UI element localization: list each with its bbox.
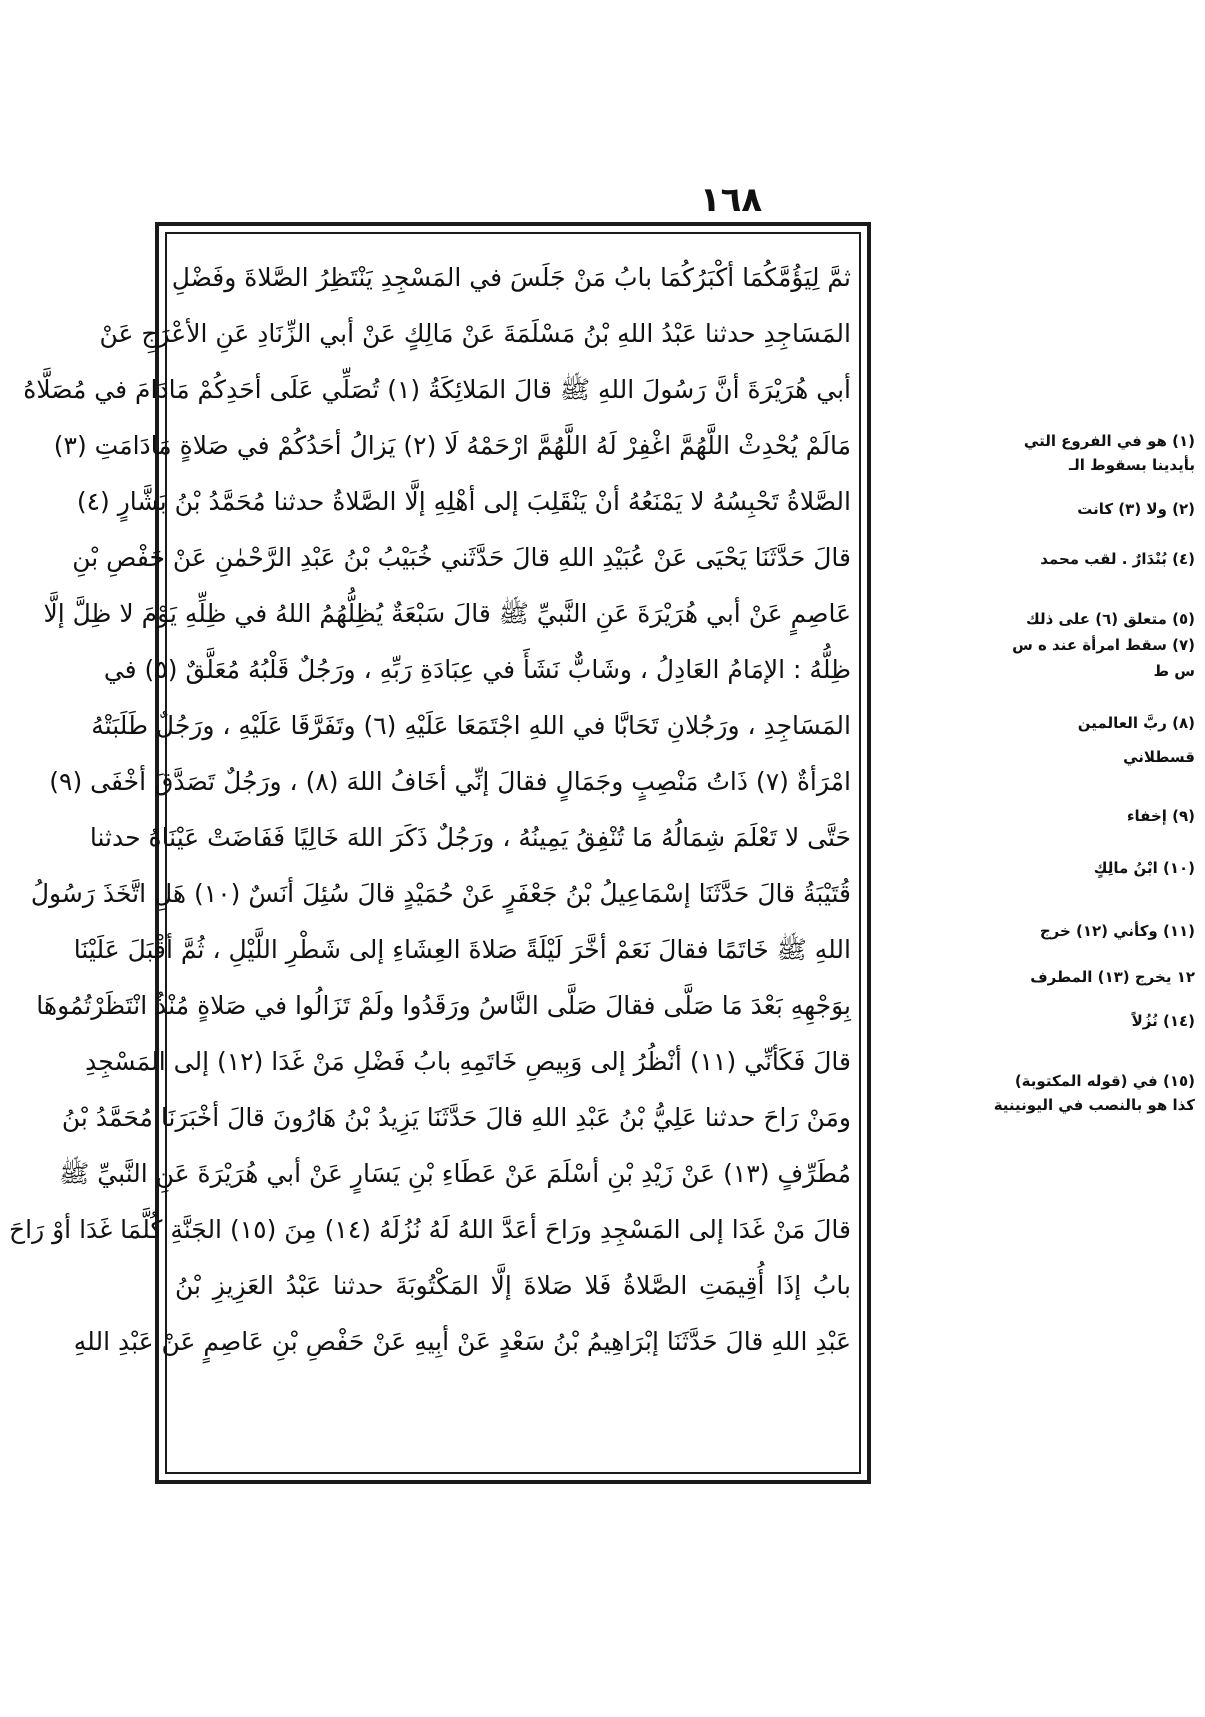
text-line: قالَ مَنْ غَدَا إلى المَسْجِدِ ورَاحَ أعَدَّ اللهُ لَهُ نُزُلَهُ (١٤) مِنَ (١٥) الجَنَّةِ كُلَّمَا غَدَا أوْ رَاحَ: [9, 1215, 851, 1244]
margin-note: قسطلاني: [1123, 748, 1195, 766]
text-line: ثمَّ لِيَؤُمَّكُمَا أكْبَرُكُمَا بابُ مَنْ جَلَسَ في المَسْجِدِ يَنْتَظِرُ الصَّلاةَ وفَضْلِ: [171, 263, 851, 292]
margin-note: (٩) إخفاء: [1126, 807, 1195, 825]
text-line: قُتَيْبَةُ قالَ حَدَّثَنَا إسْمَاعِيلُ بْنُ جَعْفَرٍ عَنْ حُمَيْدٍ قالَ سُئِلَ أنَسٌ (١٠) هَلِ اتَّخَذَ رَسُولُ: [30, 879, 851, 908]
margin-note: (٨) ربَّ العالمين: [1077, 714, 1195, 732]
margin-note: (٤) بُنْدَارٌ . لقب محمد: [1040, 550, 1195, 568]
text-line: امْرَأةٌ (٧) ذَاتُ مَنْصِبٍ وجَمَالٍ فقالَ إنِّي أخَافُ اللهَ (٨) ، ورَجُلٌ تَصَدَّقَ أخْفَى (٩): [49, 767, 851, 796]
text-line: المَسَاجِدِ حدثنا عَبْدُ اللهِ بْنُ مَسْلَمَةَ عَنْ مَالِكٍ عَنْ أبي الزِّنَادِ عَنِ الأعْرَجِ عَنْ: [99, 319, 851, 348]
text-line: عَبْدِ اللهِ قالَ حَدَّثَنَا إبْرَاهِيمُ بْنُ سَعْدٍ عَنْ أبِيهِ عَنْ حَفْصِ بْنِ عَاصِمٍ عَنْ عَبْدِ اللهِ: [73, 1327, 851, 1356]
page-number: ١٦٨: [699, 180, 763, 220]
text-line: عَاصِمٍ عَنْ أبي هُرَيْرَةَ عَنِ النَّبيِّ ﷺ قالَ سَبْعَةٌ يُظِلُّهُمُ اللهُ في ظِلِّهِ يَوْمَ لا ظِلَّ إلَّا: [43, 599, 851, 628]
margin-note: (٧) سقط امرأة عند ه س: [1012, 636, 1195, 654]
margin-note: ١٢ يخرج (١٣) المطرف: [1030, 968, 1195, 986]
text-line: بِوَجْهِهِ بَعْدَ مَا صَلَّى فقالَ صَلَّى النَّاسُ ورَقَدُوا ولَمْ تَزَالُوا في صَلاةٍ مُنْذُ انْتَظَرْتُمُوهَا: [36, 991, 851, 1020]
margin-note: (٢) ولا (٣) كانت: [1077, 500, 1195, 518]
text-line: الصَّلاةُ تَحْبِسُهُ لا يَمْنَعُهُ أنْ يَنْقَلِبَ إلى أهْلِهِ إلَّا الصَّلاةُ حدثنا مُحَمَّدُ بْنُ بَشَّارٍ (٤): [76, 487, 851, 516]
margin-note: بأيدينا بسقوط الـ: [1069, 456, 1195, 474]
margin-note: (٥) متعلق (٦) على ذلك: [1025, 610, 1195, 628]
text-line: مَالَمْ يُحْدِثْ اللَّهُمَّ اغْفِرْ لَهُ اللَّهُمَّ ارْحَمْهُ لَا (٢) يَزالُ أحَدُكُمْ في صَلاةٍ مَادَامَتِ (٣): [53, 431, 851, 460]
text-line: قالَ فَكَأنِّي (١١) أنْظُرُ إلى وَبِيصِ خَاتَمِهِ بابُ فَضْلِ مَنْ غَدَا (١٢) إلى المَسْجِدِ: [85, 1047, 851, 1076]
text-line: المَسَاجِدِ ، ورَجُلانِ تَحَابَّا في اللهِ اجْتَمَعَا عَلَيْهِ (٦) وتَفَرَّقَا عَلَيْهِ ، ورَجُلٌ طَلَبَتْهُ: [91, 711, 851, 740]
text-line: ومَنْ رَاحَ حدثنا عَلِيُّ بْنُ عَبْدِ اللهِ قالَ حَدَّثَنَا يَزِيدُ بْنُ هَارُونَ قالَ أخْبَرَنَا مُحَمَّدُ بْنُ: [61, 1103, 851, 1132]
text-line: بابُ إذَا أُقِيمَتِ الصَّلاةُ فَلا صَلاةَ إلَّا المَكْتُوبَةَ حدثنا عَبْدُ العَزِيزِ بْنُ: [175, 1271, 851, 1300]
margin-note: س ط: [1153, 662, 1195, 680]
text-line: حَتَّى لا تَعْلَمَ شِمَالُهُ مَا تُنْفِقُ يَمِينُهُ ، ورَجُلٌ ذَكَرَ اللهَ خَالِيًا فَفَاضَتْ عَيْنَاهُ حدثنا: [89, 823, 851, 852]
margin-note: (١) هو في الفروع التي: [1023, 432, 1195, 450]
text-line: مُطَرِّفٍ (١٣) عَنْ زَيْدِ بْنِ أسْلَمَ عَنْ عَطَاءِ بْنِ يَسَارٍ عَنْ أبي هُرَيْرَةَ عَنِ النَّبيِّ ﷺ: [59, 1159, 851, 1188]
margin-notes: [875, 430, 1195, 1230]
text-line: أبي هُرَيْرَةَ أنَّ رَسُولَ اللهِ ﷺ قالَ المَلائِكَةُ (١) تُصَلِّي عَلَى أحَدِكُمْ مَادَامَ في مُصَلَّاهُ: [23, 375, 851, 404]
text-line: اللهِ ﷺ خَاتَمًا فقالَ نَعَمْ أخَّرَ لَيْلَةً صَلاةَ العِشَاءِ إلى شَطْرِ اللَّيْلِ ، ثُمَّ أقْبَلَ عَلَيْنَا: [73, 935, 851, 964]
text-line: قالَ حَدَّثَنَا يَحْيَى عَنْ عُبَيْدِ اللهِ قالَ حَدَّثَني خُبَيْبُ بْنُ عَبْدِ الرَّحْمٰنِ عَنْ حَفْصِ بْنِ: [72, 543, 851, 572]
margin-note: كذا هو بالنصب في اليونينية: [993, 1096, 1195, 1114]
main-text-block: [9, 250, 851, 1460]
text-line: ظِلُّهُ : الإمَامُ العَادِلُ ، وشَابٌّ نَشَأَ في عِبَادَةِ رَبِّهِ ، ورَجُلٌ قَلْبُهُ مُعَلَّقٌ (٥) في: [103, 655, 851, 684]
margin-note: (١٠) ابْنُ مالِكٍ: [1093, 859, 1195, 877]
margin-note: (١٥) في (قوله المكتوبة): [1014, 1072, 1195, 1090]
margin-note: (١٤) نُزُلاً: [1131, 1012, 1195, 1030]
margin-note: (١١) وكأني (١٢) خرج: [1039, 922, 1195, 940]
